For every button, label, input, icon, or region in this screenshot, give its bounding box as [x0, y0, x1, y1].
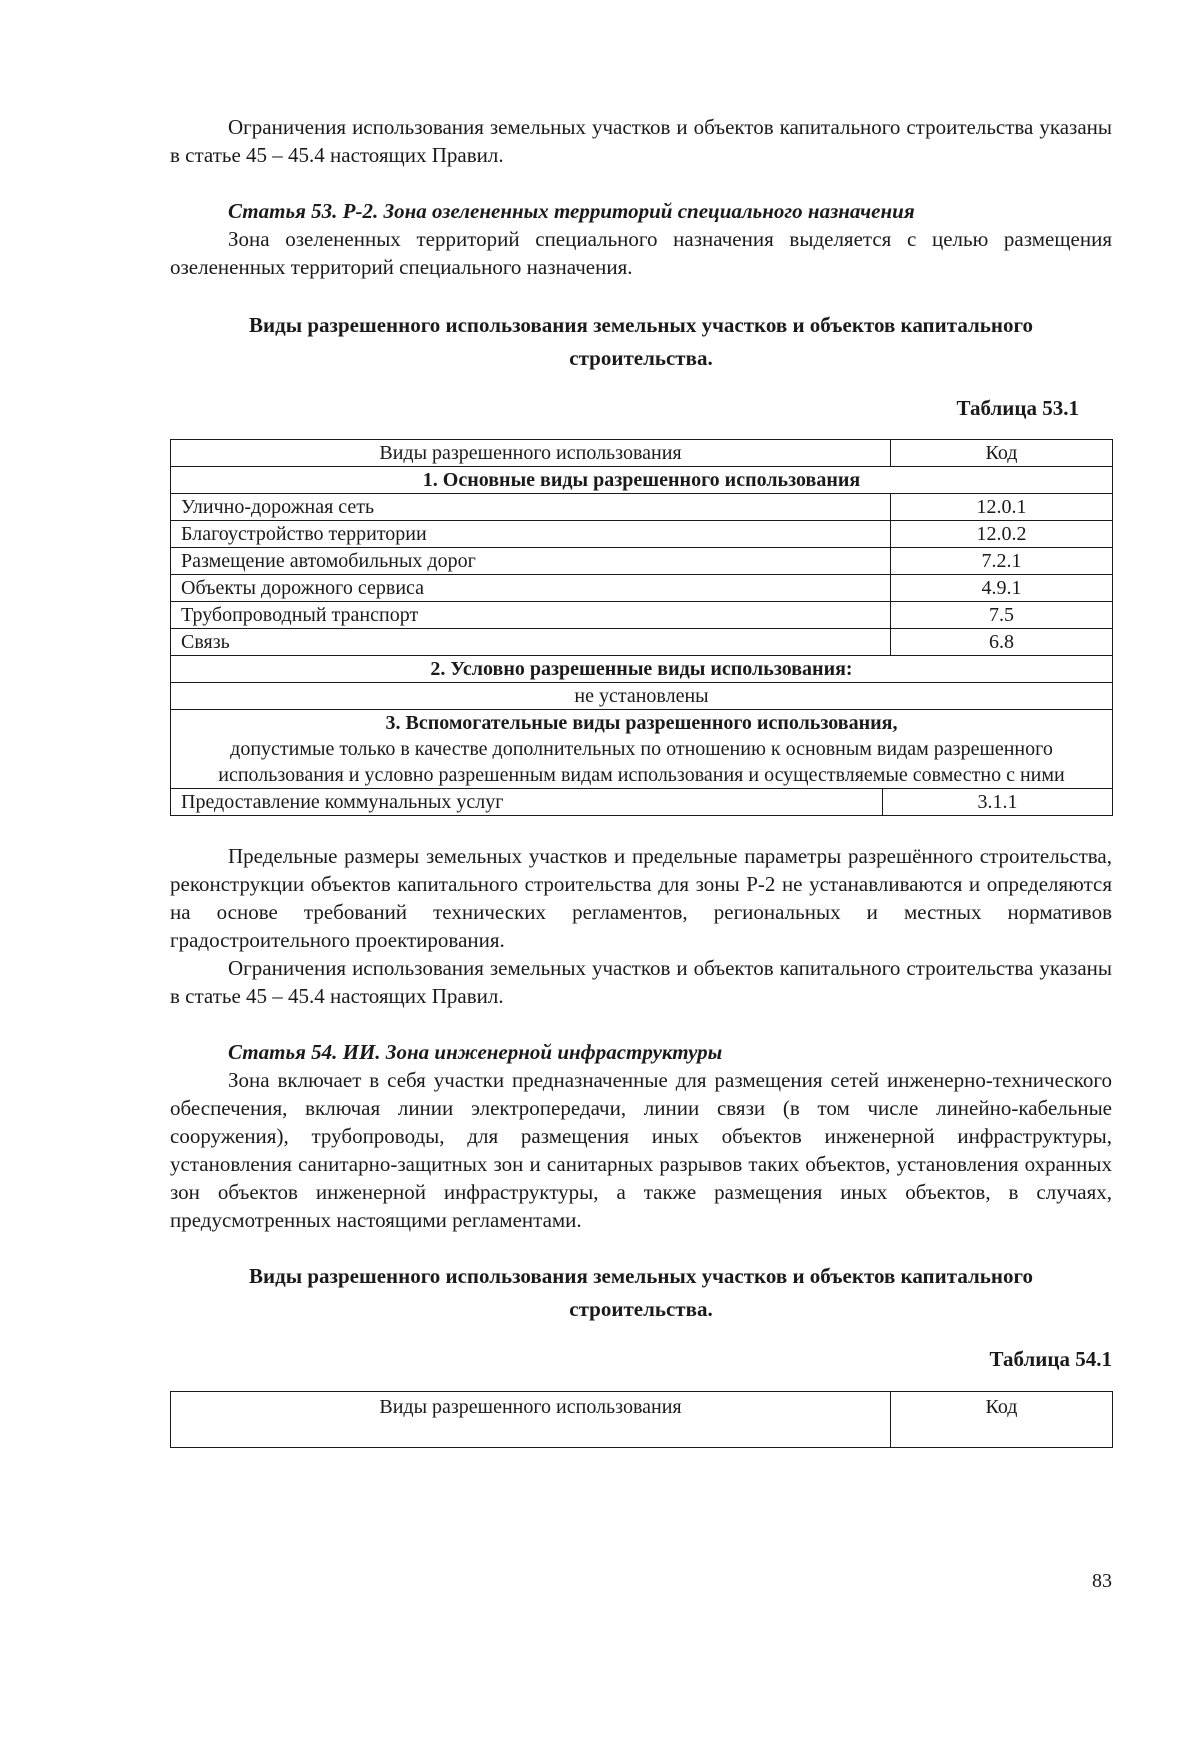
row-name: Размещение автомобильных дорог: [171, 548, 891, 575]
table-54-caption: Таблица 54.1: [989, 1346, 1112, 1371]
row-code: 7.5: [891, 602, 1113, 629]
group-3-title: 3. Вспомогательные виды разрешенного использования,: [385, 712, 898, 734]
table-53: [170, 439, 1113, 789]
table-row: [171, 602, 1113, 629]
group-3-row: [171, 710, 1113, 789]
row-name: Трубопроводный транспорт: [171, 602, 891, 629]
group-3-cell: [171, 710, 1113, 789]
page-number: 83: [1092, 1570, 1112, 1592]
table-header-row: [171, 440, 1113, 467]
group-3-note: допустимые только в качестве дополнительных по отношению к основным видам разрешенного использования и условно разрешенным видам использования и осуществляемые совместно с ними: [218, 738, 1065, 786]
header-code-cell: Код: [891, 1391, 1113, 1447]
table-row: [171, 521, 1113, 548]
article-53-title: Статья 53. Р-2. Зона озелененных территорий специального назначения: [228, 199, 915, 223]
section-heading-1: Виды разрешенного использования земельных участков и объектов капитального строительства.: [248, 313, 1034, 370]
limits-paragraph: Предельные размеры земельных участков и предельные параметры разрешённого строительства, реконструкции объектов капитального строительства для зоны Р-2 не устанавливаются и определяются на основе требований технических регламентов, региональных и местных нормативов градостроительного проектирования.: [170, 843, 1112, 952]
restrictions-paragraph: Ограничения использования земельных участков и объектов капитального строительства указаны в статье 45 – 45.4 настоящих Правил.: [170, 955, 1112, 1008]
row-name: Благоустройство территории: [171, 521, 891, 548]
row-name: Объекты дорожного сервиса: [171, 575, 891, 602]
table-row: [171, 548, 1113, 575]
table-row: [171, 629, 1113, 656]
article-54-title: Статья 54. ИИ. Зона инженерной инфраструктуры: [228, 1039, 723, 1064]
table-row: [171, 494, 1113, 521]
table-header-row: [171, 1391, 1113, 1447]
header-name-cell: Виды разрешенного использования: [171, 1391, 891, 1447]
row-code: 7.2.1: [891, 548, 1113, 575]
group-2-title: 2. Условно разрешенные виды использования:: [171, 656, 1113, 683]
table-row: [171, 788, 1113, 815]
group-1-title: 1. Основные виды разрешенного использования: [171, 467, 1113, 494]
row-code: 4.9.1: [891, 575, 1113, 602]
article-54-text: Зона включает в себя участки предназначенные для размещения сетей инженерно-технического обеспечения, включая линии электропередачи, линии связи (в том числе линейно-кабельные сооружения), трубопроводы, для размещения иных объектов инженерной инфраструктуры, установления санитарно-защитных зон и санитарных разрывов таких объектов, установления охранных зон объектов инженерной инфраструктуры, а также размещения иных объектов, в случаях, предусмотренных настоящими регламентами.: [170, 1067, 1112, 1232]
row-name: Предоставление коммунальных услуг: [171, 788, 883, 815]
row-code: 3.1.1: [883, 788, 1113, 815]
table-53-caption: Таблица 53.1: [956, 396, 1079, 420]
section-heading-2: Виды разрешенного использования земельных участков и объектов капитального строительства.: [248, 1263, 1034, 1321]
group-1-row: [171, 467, 1113, 494]
group-2-row: [171, 656, 1113, 683]
row-code: 12.0.1: [891, 494, 1113, 521]
group-2-value-row: [171, 683, 1113, 710]
intro-paragraph: Ограничения использования земельных участков и объектов капитального строительства указаны в статье 45 – 45.4 настоящих Правил.: [170, 115, 1112, 167]
table-53-aux: [170, 788, 1113, 816]
row-code: 6.8: [891, 629, 1113, 656]
table-row: [171, 575, 1113, 602]
row-name: Улично-дорожная сеть: [171, 494, 891, 521]
group-2-value: не установлены: [171, 683, 1113, 710]
row-code: 12.0.2: [891, 521, 1113, 548]
row-name: Связь: [171, 629, 891, 656]
header-code-cell: Код: [891, 440, 1113, 467]
table-54: [170, 1391, 1113, 1448]
header-name-cell: Виды разрешенного использования: [171, 440, 891, 467]
article-53-text: Зона озелененных территорий специального назначения выделяется с целью размещения озелененных территорий специального назначения.: [170, 227, 1112, 279]
document-page: [170, 0, 1112, 1448]
